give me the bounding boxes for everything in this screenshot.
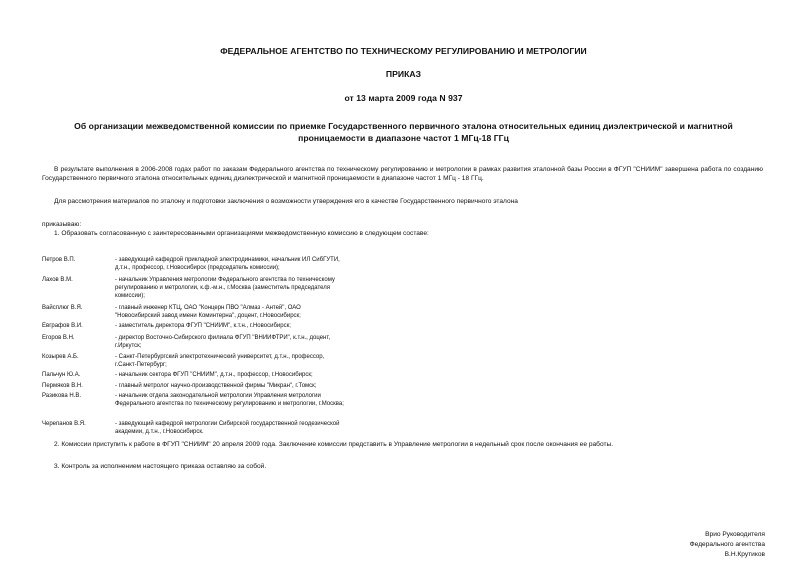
member-entry bbox=[42, 256, 342, 276]
member-description: - начальник сектора ФГУП "СНИИМ", д.т.н., профессор, г.Новосибирск; bbox=[115, 372, 313, 378]
agency-header: ФЕДЕРАЛЬНОЕ АГЕНТСТВО ПО ТЕХНИЧЕСКОМУ РЕГУЛИРОВАНИЮ И МЕТРОЛОГИИ bbox=[220, 46, 587, 56]
member-name: Егоров В.Н. bbox=[42, 335, 75, 341]
member-entry bbox=[42, 382, 342, 392]
member-name: Лахов В.М. bbox=[42, 277, 73, 283]
member-entry bbox=[42, 276, 342, 304]
member-name: Пермяков В.Н. bbox=[42, 383, 83, 389]
item-1: 1. Образовать согласованную с заинтересованными организациями межведомственную комиссию в следующем составе: bbox=[54, 230, 429, 237]
document-title: Об организации межведомственной комиссии по приемке Государственного первичного эталона относительных единиц диэлектрической и магнитной проницаемости в диапазоне частот 1 МГц-18 ГГц bbox=[74, 121, 733, 143]
item-2: 2. Комиссии приступить к работе в ФГУП "СНИИМ" 20 апреля 2009 года. Заключение комиссии представить в Управление метрологии в недельный срок после окончания ее работы. bbox=[54, 441, 614, 448]
item-3: 3. Контроль за исполнением настоящего приказа оставляю за собой. bbox=[54, 463, 267, 470]
member-entry bbox=[42, 334, 342, 352]
member-name: Пальчун Ю.А. bbox=[42, 372, 81, 378]
date-number: от 13 марта 2009 года N 937 bbox=[344, 93, 463, 103]
member-description: - заместитель директора ФГУП "СНИИМ", к.т.н., г.Новосибирск; bbox=[115, 323, 291, 329]
member-description: - главный инженер КТЦ, ОАО "Концерн ПВО "Алмаз - Антей", ОАО "Новосибирский завод имени Коминтерна", доцент, г.Новосибирск; bbox=[115, 305, 301, 320]
member-entry bbox=[42, 322, 342, 332]
member-description: - директор Восточно-Сибирского филиала ФГУП "ВНИИФТРИ", к.т.н., доцент, г.Иркутск; bbox=[115, 335, 331, 350]
member-name: Петров В.П. bbox=[42, 257, 76, 263]
member-name: Черепанов В.Я. bbox=[42, 421, 86, 427]
member-name: Вайсплюг В.Я. bbox=[42, 305, 83, 311]
member-description: - главный метролог научно-производственной фирмы "Микран", г.Томск; bbox=[115, 383, 317, 389]
member-description: - Санкт-Петербургский электротехнический университет, д.т.н., профессор, г.Санкт-Петербург; bbox=[115, 354, 325, 369]
signature-name: В.Н.Крутиков bbox=[724, 551, 765, 558]
member-name: Разикова Н.В. bbox=[42, 393, 81, 399]
intro-paragraph: В результате выполнения в 2006-2008 годах работ по заказам Федерального агентства по техническому регулированию и метрологии в рамках развития эталонной базы России в ФГУП "СНИИМ" завершена работа по созданию Государственного первичного эталона относительных единиц диэлектрической и магнитной проницаемости в диапазоне частот 1 МГц - 18 ГГц. bbox=[42, 166, 763, 182]
member-entry bbox=[42, 353, 342, 371]
member-description: - заведующий кафедрой прикладной электродинамики, начальник ИЛ СибГУТИ, д.т.н., профессор, г.Новосибирск (председатель комиссии); bbox=[115, 257, 340, 272]
signature-title: Врио Руководителя bbox=[705, 531, 765, 538]
order-word: приказываю: bbox=[42, 221, 82, 228]
member-description: - начальник Управления метрологии Федерального агентства по техническому регулированию и метрологии, к.ф.-м.н., г.Москва (заместитель председателя комиссии); bbox=[115, 277, 335, 300]
member-entry bbox=[42, 392, 342, 419]
signature-agency: Федерального агентства bbox=[689, 541, 765, 548]
member-description: - заведующий кафедрой метрологии Сибирской государственной геодезической академии, д.т.н., г.Новосибирск. bbox=[115, 421, 340, 436]
member-name: Евграфов В.И. bbox=[42, 323, 83, 329]
document-type: ПРИКАЗ bbox=[385, 69, 422, 79]
member-entry bbox=[42, 371, 342, 381]
member-entry bbox=[42, 420, 342, 438]
purpose-paragraph: Для рассмотрения материалов по эталону и подготовки заключения о возможности утверждения его в качестве Государственного первичного эталона bbox=[54, 198, 518, 205]
member-name: Козырев А.Б. bbox=[42, 354, 79, 360]
member-description: - начальник отдела законодательной метрологии Управления метрологии Федерального агентства по техническому регулированию и метрологии, г.Москва; bbox=[115, 393, 344, 408]
member-entry bbox=[42, 304, 342, 322]
